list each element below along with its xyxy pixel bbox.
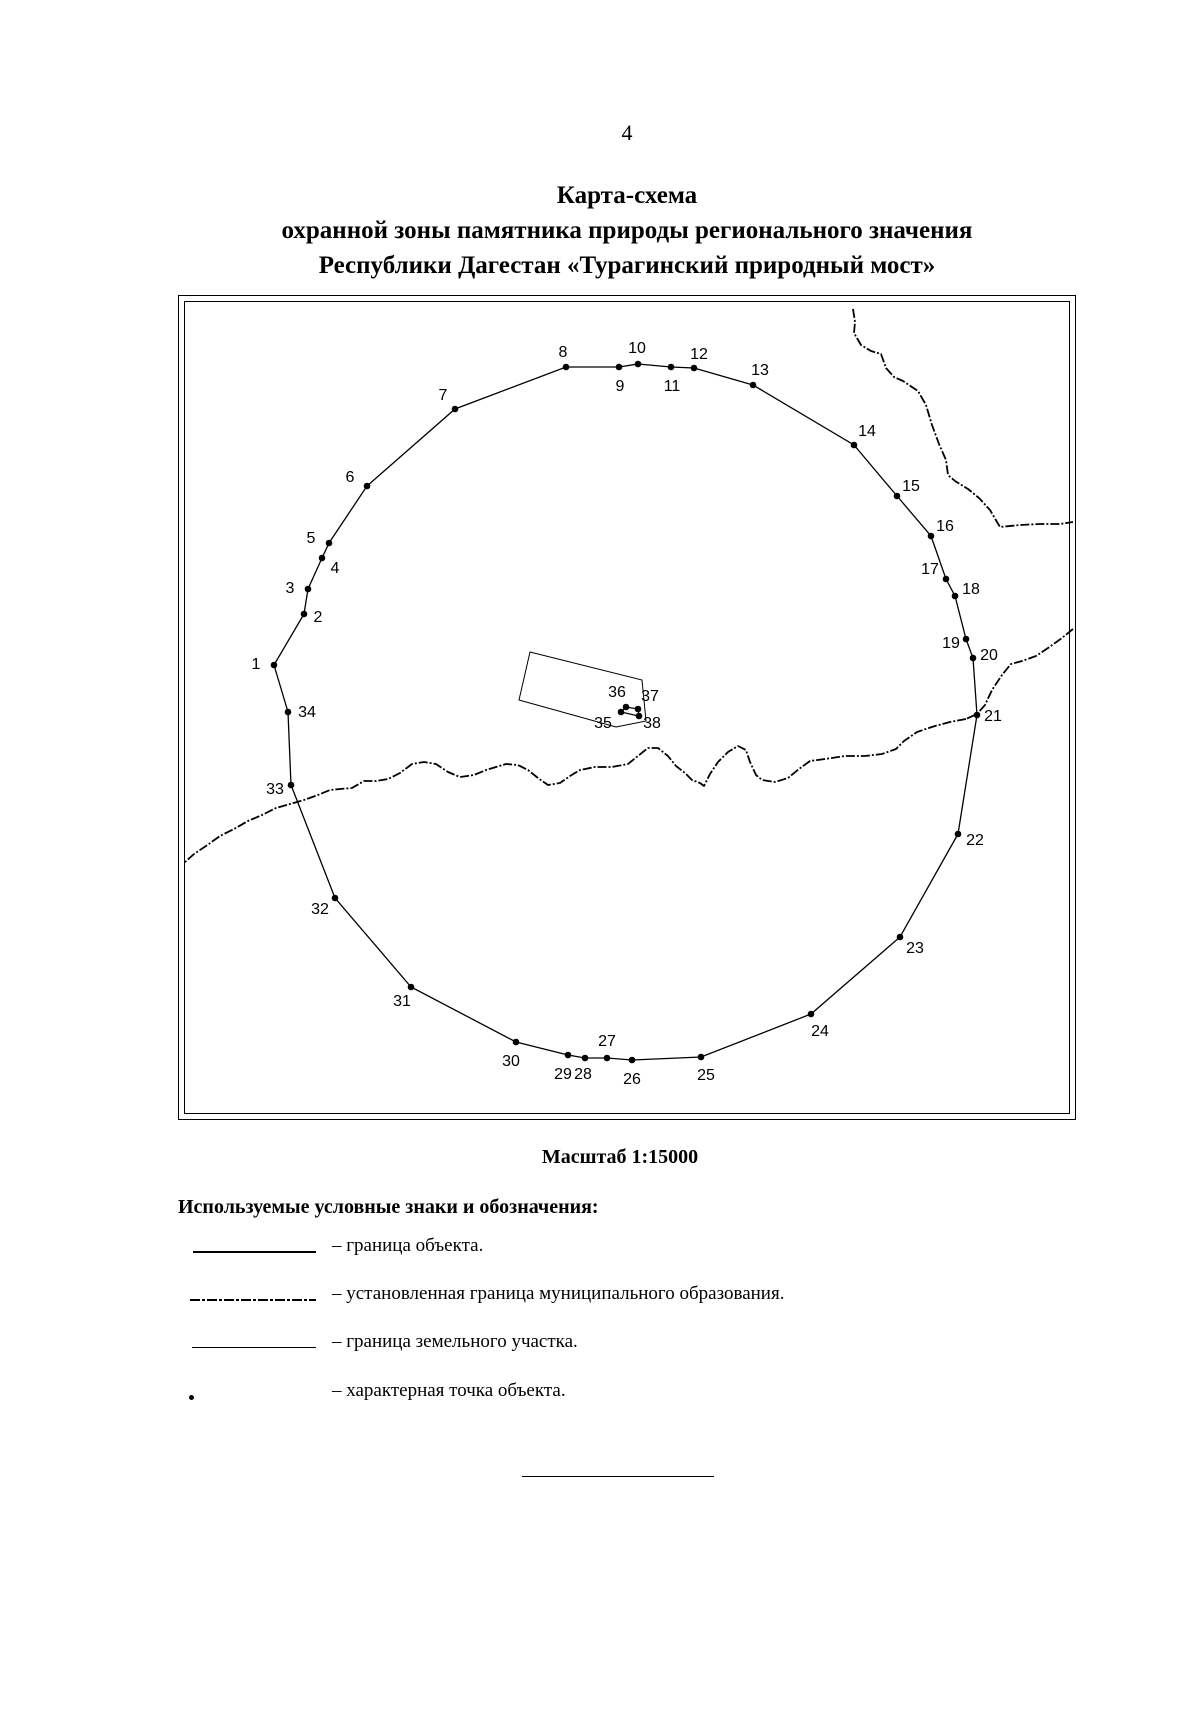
title-line-3: Республики Дагестан «Турагинский природный мост» bbox=[318, 252, 936, 279]
point-label-22: 22 bbox=[966, 832, 984, 850]
point-label-16: 16 bbox=[936, 518, 954, 536]
legend-swatch-solid-line bbox=[190, 1239, 316, 1253]
point-label-30: 30 bbox=[502, 1053, 520, 1071]
point-label-34: 34 bbox=[298, 704, 316, 722]
characteristic-point-18 bbox=[952, 593, 959, 600]
point-label-32: 32 bbox=[311, 901, 329, 919]
legend-label: – характерная точка объекта. bbox=[332, 1380, 566, 1401]
characteristic-point-3 bbox=[305, 586, 312, 593]
point-label-13: 13 bbox=[751, 362, 769, 380]
characteristic-point-1 bbox=[271, 662, 278, 669]
point-label-4: 4 bbox=[330, 560, 340, 578]
municipal-boundary-north bbox=[853, 309, 1073, 527]
point-label-1: 1 bbox=[251, 656, 261, 674]
characteristic-point-33 bbox=[288, 782, 295, 789]
legend-swatch-thin-line bbox=[190, 1335, 316, 1349]
characteristic-point-10 bbox=[635, 361, 642, 368]
point-labels bbox=[252, 340, 1002, 1088]
characteristic-point-28 bbox=[582, 1055, 589, 1062]
characteristic-point-2 bbox=[301, 611, 308, 618]
characteristic-point-7 bbox=[452, 406, 459, 413]
land-plot-boundary bbox=[519, 652, 646, 727]
characteristic-point-34 bbox=[285, 709, 292, 716]
point-label-35: 35 bbox=[594, 715, 612, 733]
point-label-31: 31 bbox=[393, 993, 411, 1011]
characteristic-point-27 bbox=[604, 1055, 611, 1062]
characteristic-point-14 bbox=[851, 442, 858, 449]
legend-item-object-boundary bbox=[190, 1235, 483, 1257]
point-label-38: 38 bbox=[643, 715, 661, 733]
point-label-7: 7 bbox=[438, 387, 448, 405]
point-label-2: 2 bbox=[313, 609, 323, 627]
characteristic-point-38 bbox=[636, 713, 643, 720]
point-label-28: 28 bbox=[574, 1066, 592, 1084]
characteristic-point-32 bbox=[332, 895, 339, 902]
characteristic-point-36 bbox=[623, 704, 630, 711]
end-divider bbox=[522, 1476, 714, 1477]
legend-label: – граница объекта. bbox=[332, 1235, 484, 1256]
map-scale: Масштаб 1:15000 bbox=[541, 1146, 699, 1168]
characteristic-point-30 bbox=[513, 1039, 520, 1046]
point-label-23: 23 bbox=[906, 940, 924, 958]
characteristic-point-17 bbox=[943, 576, 950, 583]
legend-title: Используемые условные знаки и обозначения: bbox=[178, 1196, 599, 1218]
characteristic-point-5 bbox=[326, 540, 333, 547]
point-label-5: 5 bbox=[306, 530, 316, 548]
legend-label: – граница земельного участка. bbox=[332, 1331, 578, 1352]
characteristic-point-37 bbox=[635, 706, 642, 713]
title-line-1: Карта-схема bbox=[556, 182, 698, 209]
characteristic-point-22 bbox=[955, 831, 962, 838]
characteristic-point-35 bbox=[618, 709, 625, 716]
point-label-6: 6 bbox=[345, 469, 355, 487]
point-label-18: 18 bbox=[962, 581, 980, 599]
characteristic-point-25 bbox=[698, 1054, 705, 1061]
legend-swatch-point bbox=[190, 1384, 316, 1398]
legend-item-characteristic-point bbox=[190, 1380, 566, 1402]
point-label-12: 12 bbox=[690, 346, 708, 364]
characteristic-point-19 bbox=[963, 636, 970, 643]
municipal-boundary-east bbox=[966, 629, 1073, 719]
point-label-11: 11 bbox=[663, 378, 681, 396]
characteristic-point-6 bbox=[364, 483, 371, 490]
point-label-14: 14 bbox=[858, 423, 876, 441]
characteristic-point-23 bbox=[897, 934, 904, 941]
point-label-33: 33 bbox=[266, 781, 284, 799]
characteristic-point-16 bbox=[928, 533, 935, 540]
characteristic-point-11 bbox=[668, 364, 675, 371]
characteristic-point-31 bbox=[408, 984, 415, 991]
point-label-8: 8 bbox=[558, 344, 568, 362]
land-plot-outline bbox=[519, 652, 646, 727]
point-label-24: 24 bbox=[811, 1023, 829, 1041]
characteristic-point-24 bbox=[808, 1011, 815, 1018]
point-label-25: 25 bbox=[697, 1067, 715, 1085]
point-label-10: 10 bbox=[628, 340, 646, 358]
point-label-3: 3 bbox=[285, 580, 295, 598]
municipal-boundaries bbox=[184, 309, 1073, 863]
point-label-21: 21 bbox=[984, 708, 1002, 726]
point-label-20: 20 bbox=[980, 647, 998, 665]
object-boundary bbox=[274, 364, 977, 1060]
point-label-36: 36 bbox=[608, 684, 626, 702]
legend-swatch-dashed-line bbox=[190, 1287, 316, 1301]
characteristic-points bbox=[271, 361, 981, 1064]
point-label-19: 19 bbox=[942, 635, 960, 653]
point-label-9: 9 bbox=[615, 378, 625, 396]
characteristic-point-21 bbox=[974, 712, 981, 719]
legend-item-land-plot-boundary bbox=[190, 1331, 578, 1353]
characteristic-point-9 bbox=[616, 364, 623, 371]
municipal-boundary-river bbox=[184, 719, 966, 863]
page-number: 4 bbox=[621, 120, 633, 145]
point-label-37: 37 bbox=[641, 688, 659, 706]
characteristic-point-8 bbox=[563, 364, 570, 371]
characteristic-point-12 bbox=[691, 365, 698, 372]
legend-item-municipal-boundary bbox=[190, 1283, 784, 1305]
point-label-26: 26 bbox=[623, 1071, 641, 1089]
characteristic-point-15 bbox=[894, 493, 901, 500]
point-label-29: 29 bbox=[554, 1066, 572, 1084]
characteristic-point-26 bbox=[629, 1057, 636, 1064]
characteristic-point-13 bbox=[750, 382, 757, 389]
point-label-15: 15 bbox=[902, 478, 920, 496]
characteristic-point-20 bbox=[970, 655, 977, 662]
point-label-17: 17 bbox=[921, 561, 939, 579]
characteristic-point-4 bbox=[319, 555, 326, 562]
point-label-27: 27 bbox=[598, 1033, 616, 1051]
title-line-2: охранной зоны памятника природы регионального значения bbox=[281, 217, 973, 244]
object-boundary-line bbox=[274, 364, 977, 1060]
characteristic-point-29 bbox=[565, 1052, 572, 1059]
legend-label: – установленная граница муниципального образования. bbox=[332, 1283, 785, 1304]
